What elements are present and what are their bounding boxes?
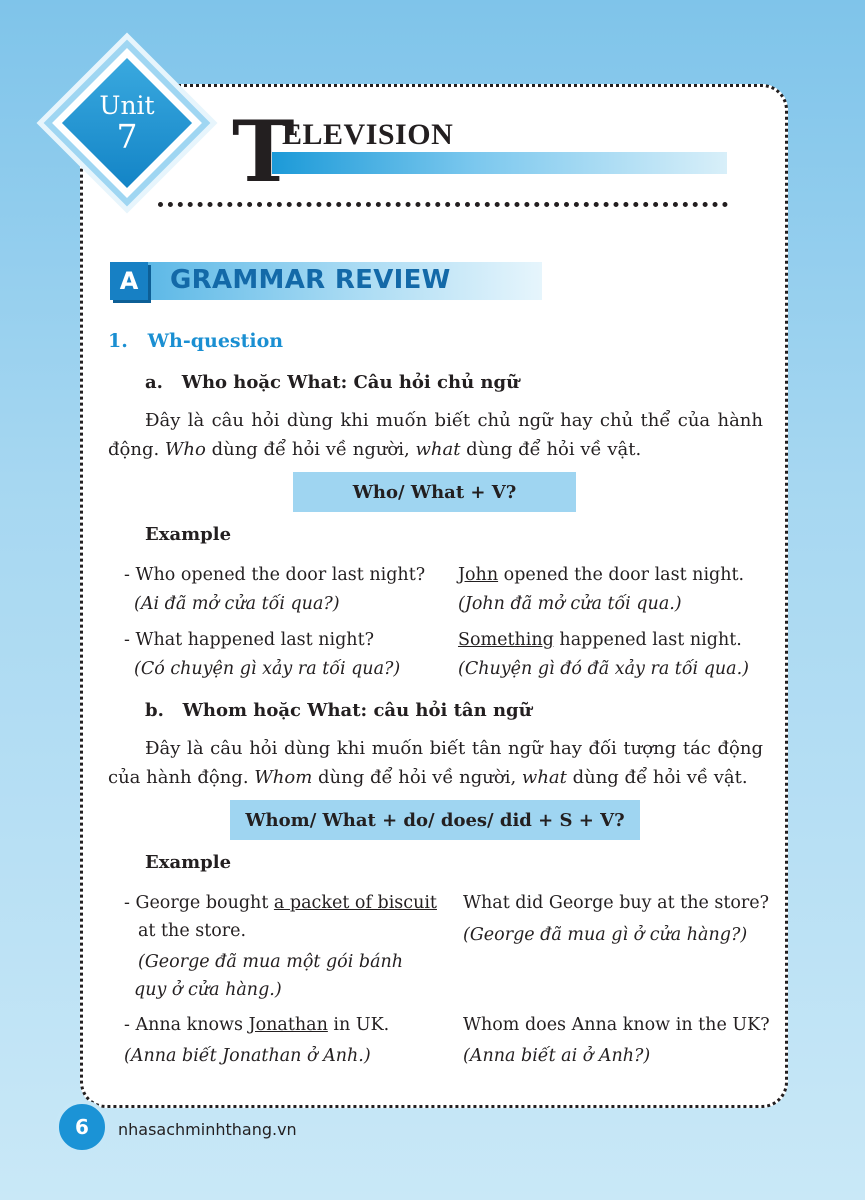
heading-part-a: a. Who hoặc What: Câu hỏi chủ ngữ (145, 372, 520, 393)
example-b1-answer: What did George buy at the store? (463, 893, 770, 913)
example-b2-answer: Whom does Anna know in the UK? (463, 1015, 770, 1035)
section-letter: A (110, 262, 148, 300)
title-divider (158, 202, 728, 207)
example-label-a: Example (145, 524, 232, 545)
unit-label: Unit (99, 91, 155, 120)
example-a1-question: - Who opened the door last night? (124, 565, 426, 585)
title-text: ELEVISION (282, 118, 454, 151)
example-label-b: Example (145, 852, 232, 873)
paragraph-part-b: Đây là câu hỏi dùng khi muốn biết tân ngữ hay đối tượng tác động của hành động. Whom dùng để hỏi về người, what dùng để hỏi về vật. (108, 738, 763, 788)
section-header (110, 262, 542, 300)
example-a2-answer: Something happened last night. (458, 630, 742, 650)
publisher-site: nhasachminhthang.vn (118, 1120, 297, 1139)
example-b2-question-translation: (Anna biết Jonathan ở Anh.) (124, 1046, 371, 1066)
example-b2-answer-translation: (Anna biết ai ở Anh?) (463, 1046, 651, 1066)
section-title: GRAMMAR REVIEW (170, 265, 451, 295)
example-a1-question-translation: (Ai đã mở cửa tối qua?) (134, 594, 340, 614)
example-a1-answer-translation: (John đã mở cửa tối qua.) (458, 594, 682, 614)
example-b1-answer-translation: (George đã mua gì ở cửa hàng?) (463, 925, 748, 945)
example-b2-question: - Anna knows Jonathan in UK. (124, 1015, 390, 1035)
unit-badge (44, 40, 210, 206)
paragraph-part-a: Đây là câu hỏi dùng khi muốn biết chủ ngữ hay chủ thể của hành động. Who dùng để hỏi về người, what dùng để hỏi về vật. (108, 410, 763, 460)
example-b1-question-line2: at the store. (138, 921, 247, 941)
heading-part-b: b. Whom hoặc What: câu hỏi tân ngữ (145, 700, 532, 721)
title-initial: T (232, 102, 295, 201)
unit-number: 7 (116, 117, 138, 156)
example-b1-translation-line1: (George đã mua một gói bánh (138, 952, 404, 972)
example-a1-answer: John opened the door last night. (458, 565, 745, 585)
formula-box-b: Whom/ What + do/ does/ did + S + V? (230, 800, 640, 840)
page-number: 6 (55, 1100, 109, 1154)
example-a2-question: - What happened last night? (124, 630, 374, 650)
example-a2-answer-translation: (Chuyện gì đó đã xảy ra tối qua.) (458, 659, 750, 679)
title-gradient-bar (272, 152, 727, 174)
heading-wh-question: 1. Wh-question (108, 330, 284, 352)
example-b1-translation-line2: quy ở cửa hàng.) (134, 980, 282, 1000)
example-b1-question: - George bought a packet of biscuit (124, 893, 437, 913)
unit-title (232, 102, 727, 201)
formula-box-a: Who/ What + V? (293, 472, 576, 512)
example-a2-question-translation: (Có chuyện gì xảy ra tối qua?) (134, 659, 401, 679)
